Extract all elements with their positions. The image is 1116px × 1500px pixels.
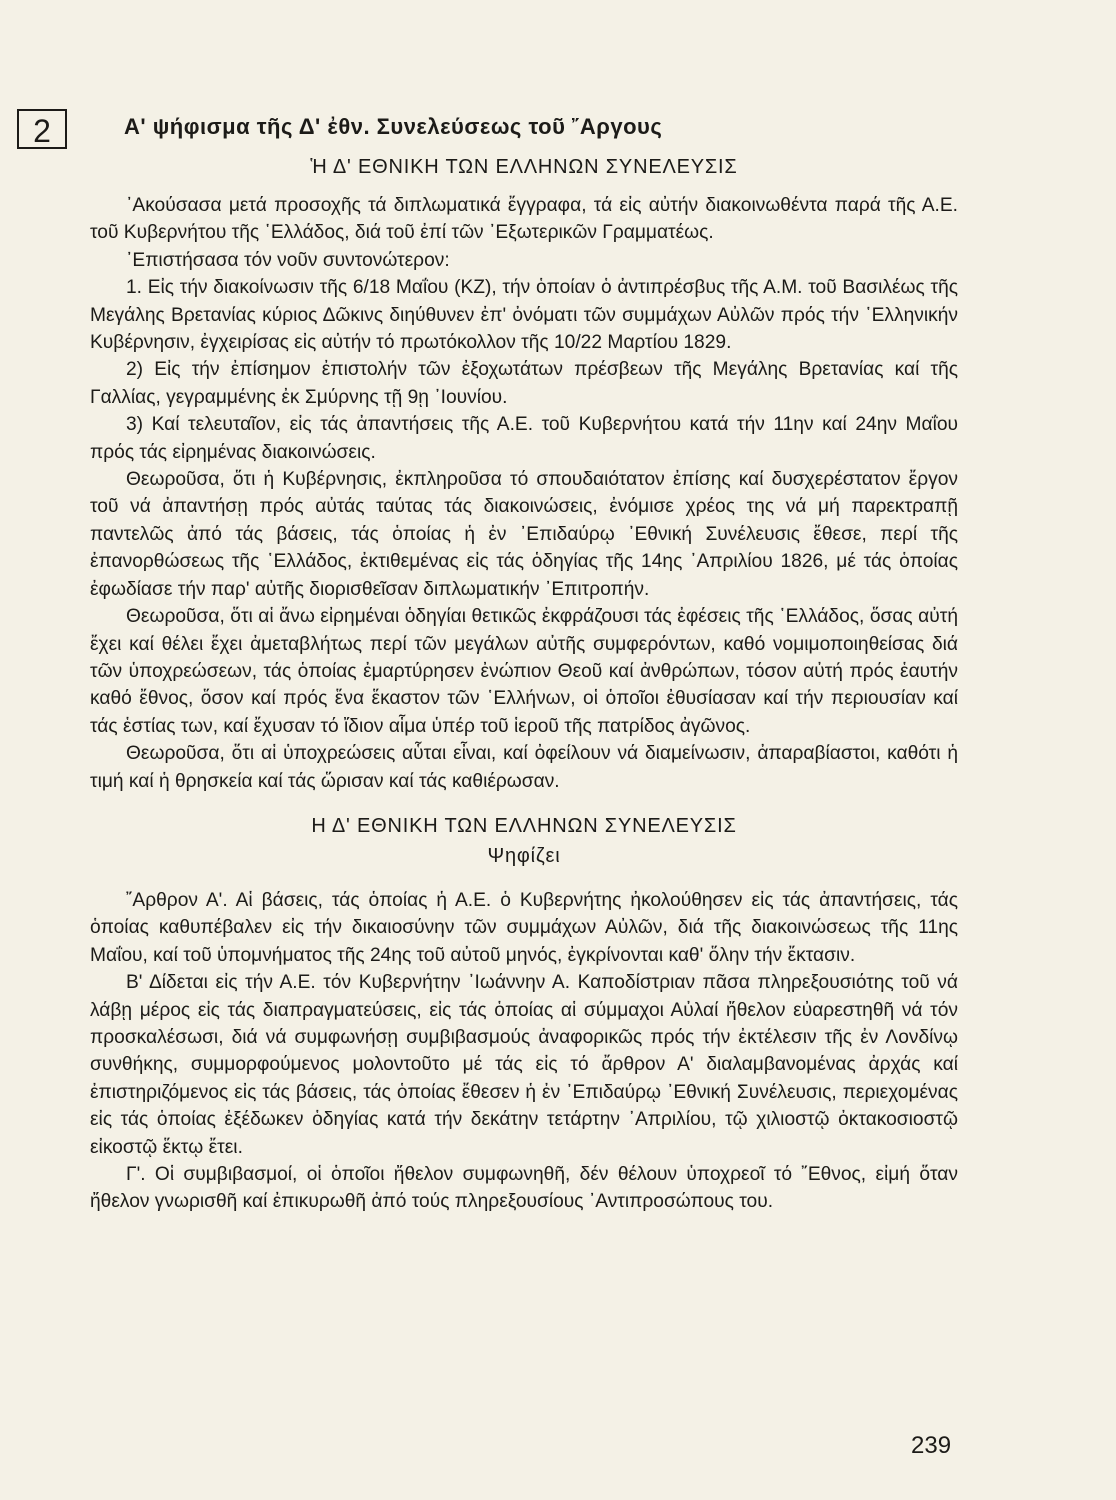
paragraph: ᾿Ακούσασα μετά προσοχῆς τά διπλωματικά ἔγγραφα, τά εἰς αὐτήν διακοινωθέντα παρά τῆς Α.Ε. τοῦ Κυβερνήτου τῆς ῾Ελλάδος, διά τοῦ ἐπί τῶν ᾿Εξωτερικῶν Γραμματέως. [90,195,958,244]
paragraph: Θεωροῦσα, ὅτι ἡ Κυβέρνησις, ἐκπληροῦσα τό σπουδαιότατον ἐπίσης καί δυσχερέστατον ἔργον τοῦ νά ἀπαντήσῃ πρός αὐτάς ταύτας τάς διακοινώσεις, ἐνόμισε χρέος της νά μή παρεκτραπῇ παντελῶς ἀπό τάς βάσεις, τάς ὁποίας ἡ ἐν ᾿Επιδαύρῳ ᾿Εθνική Συνέλευσις ἔθεσε, περί τῆς ἐπανορθώσεως τῆς ῾Ελλάδος, ἐκτιθεμένας εἰς τάς ὁδηγίας τῆς 14ης ᾿Απριλίου 1826, μέ τάς ὁποίας ἐφωδίασε τήν παρ' αὐτῆς διορισθεῖσαν διπλωματικήν ᾿Επιτροπήν. [90,469,958,600]
document-body [90,152,958,1216]
page-number: 239 [911,1432,952,1459]
document-header-title: Α' ψήφισμα τῆς Δ' ἐθν. Συνελεύσεως τοῦ ῎Αργους [124,114,663,139]
paragraph: ᾿Επιστήσασα τόν νοῦν συντονώτερον: [126,249,450,271]
resolution-heading: Ψηφίζει [487,844,561,867]
paragraph: 3) Καί τελευταῖον, εἰς τάς ἀπαντήσεις τῆς Α.Ε. τοῦ Κυβερνήτου κατά τήν 11ην καί 24ην Μαΐου πρός τάς εἰρημένας διακοινώσεις. [90,414,958,463]
article-paragraph: Β' Δίδεται εἰς τήν Α.Ε. τόν Κυβερνήτην ᾿Ιωάννην Α. Καποδίστριαν πᾶσα πληρεξουσιότης τοῦ νά λάβῃ μέρος εἰς τάς διαπραγματεύσεις, εἰς τάς ὁποίας αἱ σύμμαχοι Αὐλαί ἤθελον εὐαρεστηθῆ νά τόν προσκαλέσωσι, διά νά συμφωνήσῃ συμβιβασμούς ἀναφορικῶς πρός τήν ἐκτέλεσιν τῆς ἐν Λονδίνῳ συνθήκης, συμμορφούμενος μολοντοῦτο μέ τάς εἰς τό ἄρθρον Α' διαλαμβανομένας ἀρχάς καί ἐπιστηριζόμενος εἰς τάς βάσεις, τάς ὁποίας ἔθεσεν ἡ ἐν ᾿Επιδαύρῳ ᾿Εθνική Συνέλευσις, περιεχομένας εἰς τάς ὁποίας ἐξέδωκεν ὁδηγίας κατά τήν δεκάτην τετάρτην ᾿Απριλίου, τῷ χιλιοστῷ ὀκτακοσιοστῷ εἰκοστῷ ἕκτῳ ἔτει. [90,972,958,1158]
paragraph: Θεωροῦσα, ὅτι αἱ ἄνω εἰρημέναι ὁδηγίαι θετικῶς ἐκφράζουσι τάς ἐφέσεις τῆς ῾Ελλάδος, ὅσας αὐτή ἔχει καί θέλει ἔχει ἀμεταβλήτως περί τῶν μεγάλων αὐτῆς συμφερόντων, καθό νομιμοποιηθείσας διά τῶν ὑποχρεώσεων, τάς ὁποίας ἐμαρτύρησεν ἐνώπιον Θεοῦ καί ἀνθρώπων, τόσον αὐτή πρός ἑαυτήν καθό ἔθνος, ὅσον καί πρός ἕνα ἕκαστον τῶν ῾Ελλήνων, οἱ ὁποῖοι ἐθυσίασαν καί τήν περιουσίαν καί τάς ἑστίας των, καί ἔχυσαν τό ἴδιον αἷμα ὑπέρ τοῦ ἱεροῦ τῆς πατρίδος ἀγῶνος. [90,606,958,737]
article-paragraph: Γ'. Οἱ συμβιβασμοί, οἱ ὁποῖοι ἤθελον συμφωνηθῆ, δέν θέλουν ὑποχρεοῖ τό ῎Εθνος, εἰμή ὅταν ἤθελον γνωρισθῆ καί ἐπικυρωθῆ ἀπό τούς πληρεξουσίους ᾿Αντιπροσώπους του. [90,1164,958,1213]
paragraph: 2) Εἰς τήν ἐπίσημον ἐπιστολήν τῶν ἐξοχωτάτων πρέσβεων τῆς Μεγάλης Βρετανίας καί τῆς Γαλλίας, γεγραμμένης ἐκ Σμύρνης τῇ 9ῃ ᾿Ιουνίου. [90,359,958,408]
assembly-heading-2: Η Δ' ΕΘΝΙΚΗ ΤΩΝ ΕΛΛΗΝΩΝ ΣΥΝΕΛΕΥΣΙΣ [311,814,737,837]
document-number-box: 2 [17,109,67,149]
assembly-heading: Ἡ Δ' ΕΘΝΙΚΗ ΤΩΝ ΕΛΛΗΝΩΝ ΣΥΝΕΛΕΥΣΙΣ [310,156,738,178]
paragraph: Θεωροῦσα, ὅτι αἱ ὑποχρεώσεις αὗται εἶναι, καί ὀφείλουν νά διαμείνωσιν, ἀπαραβίαστοι, καθότι ἡ τιμή καί ἡ θρησκεία καί τάς ὥρισαν καί τάς καθιέρωσαν. [90,743,958,792]
paragraph: 1. Εἰς τήν διακοίνωσιν τῆς 6/18 Μαΐου (ΚΖ), τήν ὁποίαν ὁ ἀντιπρέσβυς τῆς Α.Μ. τοῦ Βασιλέως τῆς Μεγάλης Βρετανίας κύριος Δῶκινς διηύθυνεν ἐπ' ὀνόματι τῶν συμμάχων Αὐλῶν πρός τήν ῾Ελληνικήν Κυβέρνησιν, ἐγχειρίσας εἰς αὐτήν τό πρωτόκολλον τῆς 10/22 Μαρτίου 1829. [90,277,958,354]
article-paragraph: ῎Αρθρον Α'. Αἱ βάσεις, τάς ὁποίας ἡ Α.Ε. ὁ Κυβερνήτης ἠκολούθησεν εἰς τάς ἀπαντήσεις, τάς ὁποίας καθυπέβαλεν εἰς τήν δικαιοσύνην τῶν συμμάχων Αὐλῶν, διά τῆς διακοινώσεως τῆς 11ης Μαΐου, καί τοῦ ὑπομνήματος τῆς 24ης τοῦ αὐτοῦ μηνός, ἐγκρίνονται καθ' ὅλην τήν ἔκτασιν. [90,889,958,966]
